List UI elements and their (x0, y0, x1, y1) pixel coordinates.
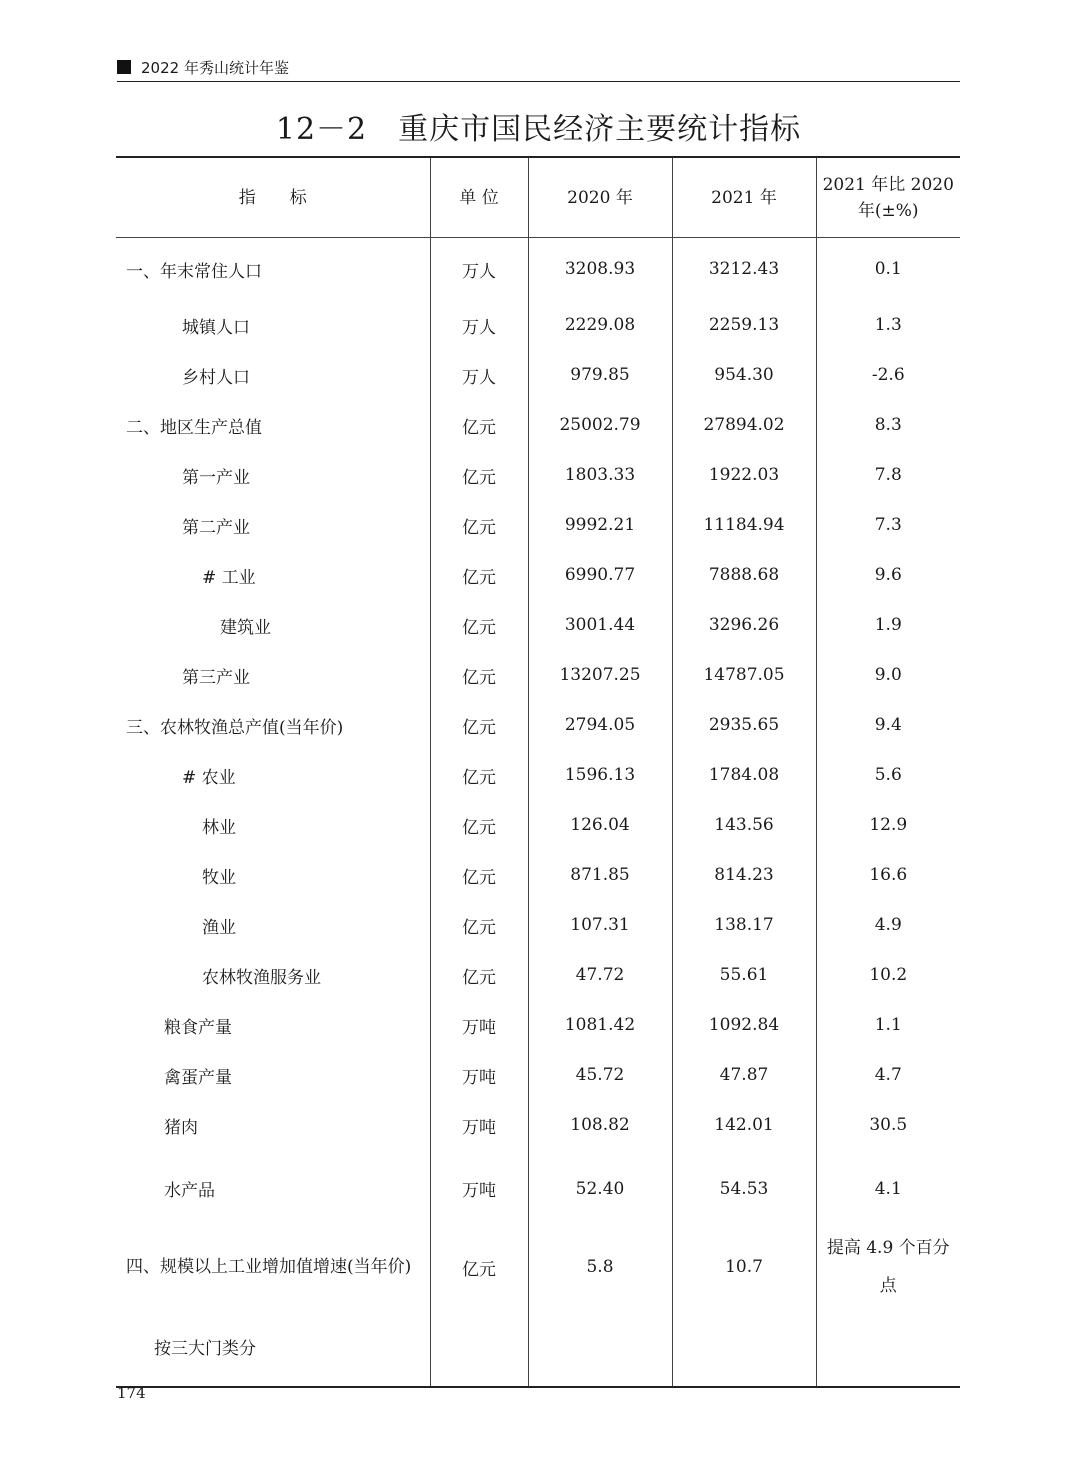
row-change: 提高 4.9 个百分点 (816, 1227, 960, 1307)
row-2020: 2229.08 (528, 300, 672, 350)
row-2020: 25002.79 (528, 400, 672, 450)
row-unit: 万吨 (430, 1000, 528, 1050)
row-2021: 1784.08 (672, 750, 816, 800)
row-2021: 47.87 (672, 1050, 816, 1100)
row-unit: 亿元 (430, 700, 528, 750)
header-change (816, 157, 960, 238)
table-row (116, 550, 960, 600)
row-unit: 万人 (430, 300, 528, 350)
row-indicator: 渔业 (202, 917, 236, 938)
row-change: 1.9 (816, 600, 960, 650)
table-row (116, 238, 960, 301)
row-2020: 2794.05 (528, 700, 672, 750)
row-indicator: 粮食产量 (164, 1017, 232, 1038)
row-unit: 亿元 (430, 1227, 528, 1307)
header-2021: 2021 年 (672, 157, 816, 238)
row-indicator: 牧业 (202, 867, 236, 888)
row-2021: 3296.26 (672, 600, 816, 650)
row-indicator: 第一产业 (182, 467, 250, 488)
header-square-mark (117, 60, 131, 74)
running-header (117, 56, 960, 82)
row-2021: 814.23 (672, 850, 816, 900)
row-unit: 万人 (430, 350, 528, 400)
row-2021: 10.7 (672, 1227, 816, 1307)
row-change: 12.9 (816, 800, 960, 850)
row-indicator: 水产品 (164, 1181, 215, 1201)
table-row (116, 300, 960, 350)
row-change: 30.5 (816, 1100, 960, 1150)
row-change: 8.3 (816, 400, 960, 450)
row-unit: 亿元 (430, 750, 528, 800)
header-indicator: 指 标 (116, 157, 430, 238)
row-indicator: 三、农林牧渔总产值(当年价) (126, 717, 344, 738)
row-unit: 万吨 (430, 1050, 528, 1100)
table-row (116, 400, 960, 450)
row-indicator: 第三产业 (182, 667, 250, 688)
table-row (116, 500, 960, 550)
header-change-line2: 年(±%) (857, 200, 919, 221)
table-row (116, 1150, 960, 1227)
table-header-row (116, 157, 960, 238)
row-2021: 142.01 (672, 1100, 816, 1150)
row-change: 16.6 (816, 850, 960, 900)
row-change: 4.7 (816, 1050, 960, 1100)
row-change: 0.1 (816, 238, 960, 301)
row-change: 9.6 (816, 550, 960, 600)
row-indicator: 一、年末常住人口 (126, 261, 262, 282)
table-row (116, 850, 960, 900)
row-indicator: 第二产业 (182, 517, 250, 538)
row-2020: 5.8 (528, 1227, 672, 1307)
table-row (116, 800, 960, 850)
row-indicator: 猪肉 (164, 1117, 198, 1138)
row-2021: 27894.02 (672, 400, 816, 450)
row-indicator: 农林牧渔服务业 (202, 967, 321, 988)
row-change: 7.3 (816, 500, 960, 550)
table-row (116, 1227, 960, 1307)
row-2020: 47.72 (528, 950, 672, 1000)
table-row (116, 350, 960, 400)
row-change (816, 1307, 960, 1387)
row-2020: 6990.77 (528, 550, 672, 600)
table-row (116, 1000, 960, 1050)
row-unit: 万人 (430, 238, 528, 301)
row-2021: 54.53 (672, 1150, 816, 1227)
row-change: 7.8 (816, 450, 960, 500)
row-unit: 万吨 (430, 1150, 528, 1227)
row-2020: 108.82 (528, 1100, 672, 1150)
row-change: 1.1 (816, 1000, 960, 1050)
row-unit: 亿元 (430, 950, 528, 1000)
row-2021: 2259.13 (672, 300, 816, 350)
row-2020: 1803.33 (528, 450, 672, 500)
row-change: 1.3 (816, 300, 960, 350)
row-2021: 1092.84 (672, 1000, 816, 1050)
row-indicator: 按三大门类分 (154, 1339, 256, 1359)
row-indicator: 城镇人口 (182, 317, 250, 338)
row-unit: 亿元 (430, 400, 528, 450)
row-unit (430, 1307, 528, 1387)
row-change: 9.4 (816, 700, 960, 750)
row-2020: 9992.21 (528, 500, 672, 550)
row-indicator: # 工业 (202, 567, 256, 588)
row-unit: 亿元 (430, 800, 528, 850)
row-2021: 7888.68 (672, 550, 816, 600)
row-2021: 14787.05 (672, 650, 816, 700)
row-unit: 亿元 (430, 850, 528, 900)
header-unit: 单 位 (430, 157, 528, 238)
row-2021: 11184.94 (672, 500, 816, 550)
row-2020: 979.85 (528, 350, 672, 400)
row-unit: 亿元 (430, 550, 528, 600)
row-indicator: 林业 (202, 817, 236, 838)
row-unit: 亿元 (430, 500, 528, 550)
header-change-line1: 2021 年比 2020 (822, 174, 954, 195)
row-2020: 126.04 (528, 800, 672, 850)
row-2020: 52.40 (528, 1150, 672, 1227)
table-row (116, 1050, 960, 1100)
row-2020: 13207.25 (528, 650, 672, 700)
row-change: -2.6 (816, 350, 960, 400)
row-2020: 107.31 (528, 900, 672, 950)
row-change: 10.2 (816, 950, 960, 1000)
row-2021: 1922.03 (672, 450, 816, 500)
statistics-table (116, 156, 960, 1388)
row-change: 9.0 (816, 650, 960, 700)
row-2020: 3208.93 (528, 238, 672, 301)
header-2020: 2020 年 (528, 157, 672, 238)
row-indicator: # 农业 (182, 767, 236, 788)
row-unit: 亿元 (430, 450, 528, 500)
row-unit: 亿元 (430, 600, 528, 650)
table-row (116, 950, 960, 1000)
row-2021 (672, 1307, 816, 1387)
table-row (116, 700, 960, 750)
header-rule (117, 81, 960, 82)
row-indicator: 禽蛋产量 (164, 1067, 232, 1088)
table-row (116, 750, 960, 800)
row-2020: 45.72 (528, 1050, 672, 1100)
book-title: 2022 年秀山统计年鉴 (141, 59, 289, 77)
page-number: 174 (117, 1384, 146, 1402)
table-row (116, 450, 960, 500)
table-row (116, 1307, 960, 1387)
row-change: 5.6 (816, 750, 960, 800)
table-row (116, 650, 960, 700)
row-change: 4.1 (816, 1150, 960, 1227)
row-indicator: 二、地区生产总值 (126, 417, 262, 438)
row-indicator: 四、规模以上工业增加值增速(当年价) (126, 1257, 412, 1277)
table-row (116, 900, 960, 950)
row-2020: 1081.42 (528, 1000, 672, 1050)
row-2020 (528, 1307, 672, 1387)
row-unit: 亿元 (430, 650, 528, 700)
table-title: 12－2 重庆市国民经济主要统计指标 (275, 112, 802, 147)
row-2021: 3212.43 (672, 238, 816, 301)
table-row (116, 600, 960, 650)
row-2021: 55.61 (672, 950, 816, 1000)
row-unit: 万吨 (430, 1100, 528, 1150)
table-row (116, 1100, 960, 1150)
row-2021: 143.56 (672, 800, 816, 850)
row-2020: 1596.13 (528, 750, 672, 800)
row-2020: 3001.44 (528, 600, 672, 650)
row-indicator: 建筑业 (220, 617, 271, 638)
row-unit: 亿元 (430, 900, 528, 950)
row-2020: 871.85 (528, 850, 672, 900)
row-2021: 954.30 (672, 350, 816, 400)
row-indicator: 乡村人口 (182, 367, 250, 388)
row-2021: 2935.65 (672, 700, 816, 750)
row-change: 4.9 (816, 900, 960, 950)
row-2021: 138.17 (672, 900, 816, 950)
